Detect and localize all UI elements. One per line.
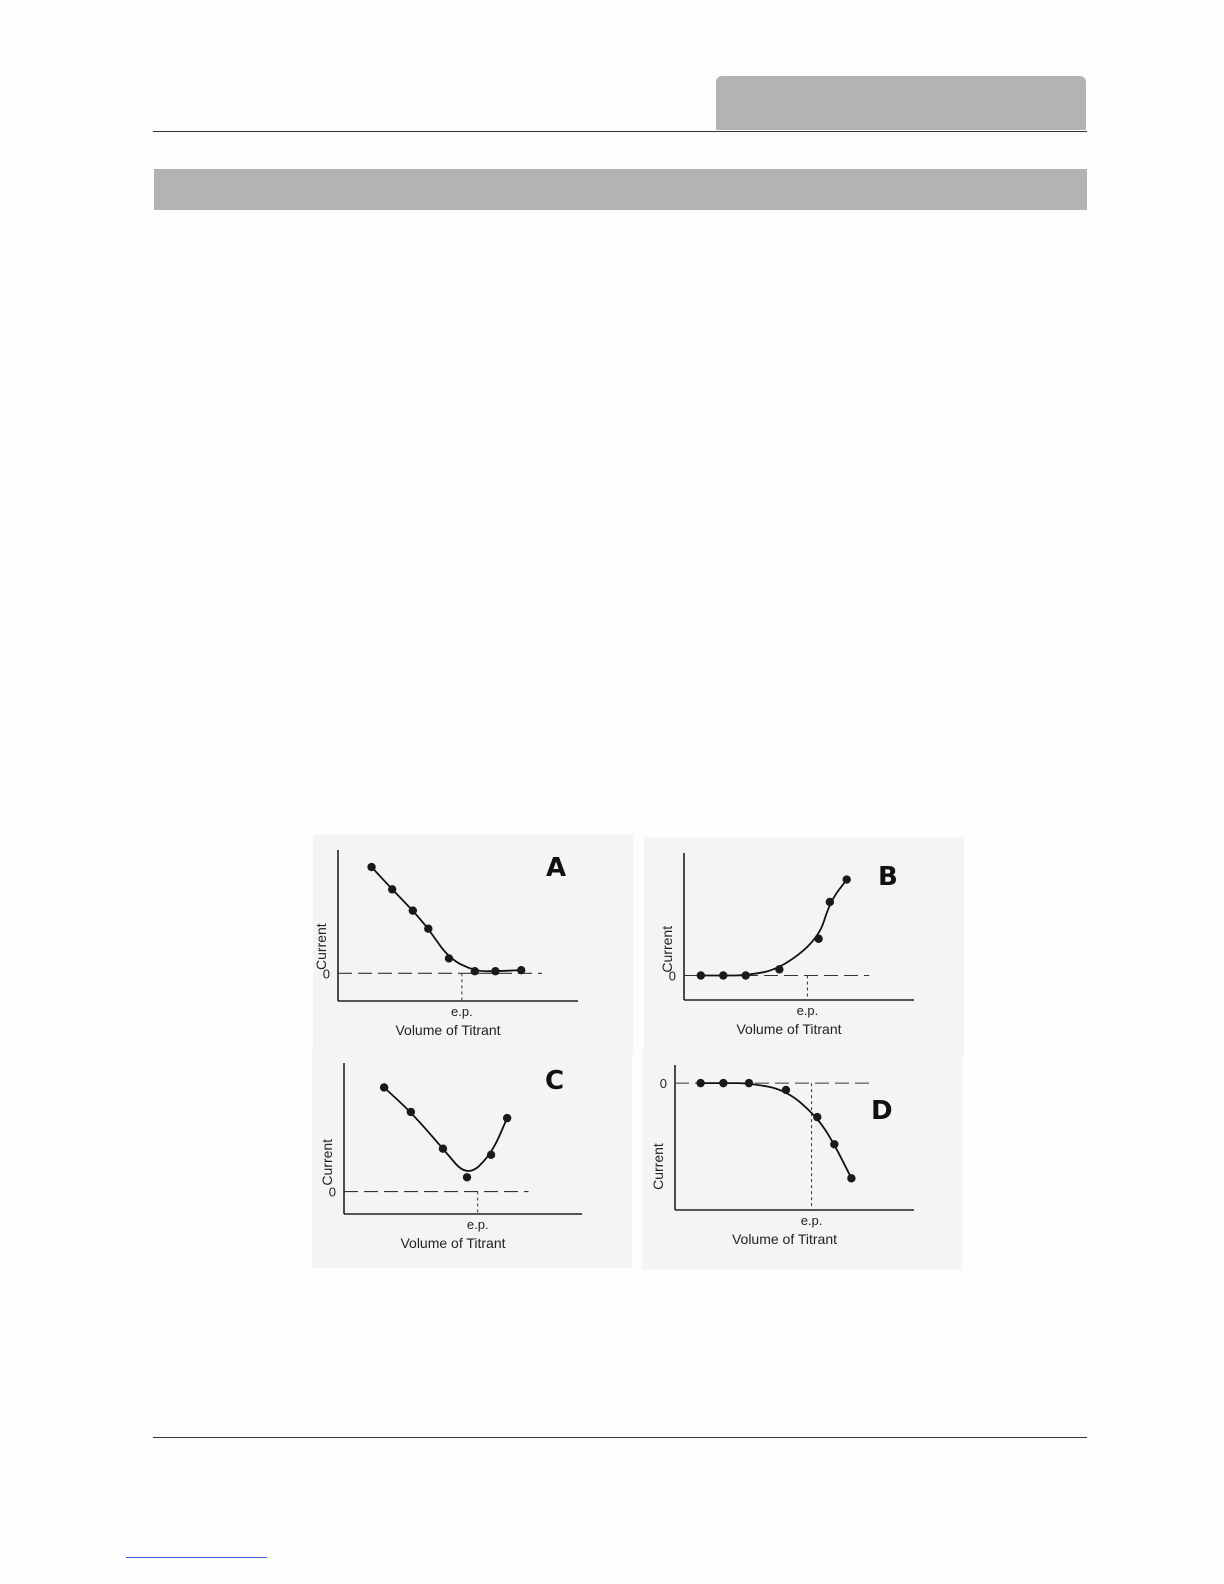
y-axis-label-d: Current (650, 1143, 666, 1190)
data-point-d-6 (830, 1140, 838, 1148)
zero-label-d: 0 (659, 1076, 667, 1092)
footer-link-underline[interactable] (126, 1557, 267, 1558)
zero-label-b: 0 (668, 968, 676, 984)
chart-b-svg (644, 838, 964, 1058)
data-point-b-6 (826, 898, 834, 906)
data-point-b-4 (775, 965, 783, 973)
chart-panel-c (312, 1048, 632, 1268)
curve-b (701, 880, 847, 976)
zero-label-a: 0 (322, 966, 330, 982)
data-point-b-3 (742, 971, 750, 979)
data-point-d-2 (719, 1079, 727, 1087)
chart-a-svg (313, 835, 633, 1055)
section-title-bar (154, 169, 1087, 210)
data-point-d-5 (813, 1113, 821, 1121)
chart-panel-b (644, 838, 964, 1058)
footer-rule (153, 1437, 1087, 1438)
data-point-a-7 (491, 967, 499, 975)
chart-d-svg (642, 1050, 962, 1270)
data-point-a-2 (388, 885, 396, 893)
data-point-a-8 (517, 966, 525, 974)
data-point-b-5 (814, 935, 822, 943)
data-point-c-3 (439, 1145, 447, 1153)
data-point-a-5 (445, 954, 453, 962)
data-point-c-1 (380, 1083, 388, 1091)
data-point-d-3 (745, 1079, 753, 1087)
y-axis-label-b: Current (659, 925, 675, 973)
data-point-d-4 (782, 1086, 790, 1094)
panel-label-c: C (545, 1066, 565, 1096)
header-tab (716, 76, 1086, 130)
ep-label-a: e.p. (451, 1004, 473, 1019)
panel-label-a: A (546, 853, 567, 883)
x-axis-label-c: Volume of Titrant (400, 1235, 506, 1251)
chart-panel-a (313, 835, 633, 1055)
x-axis-label-d: Volume of Titrant (731, 1231, 838, 1247)
ep-label-d: e.p. (800, 1213, 823, 1228)
data-point-a-3 (409, 906, 417, 914)
data-point-c-5 (487, 1151, 495, 1159)
panel-label-d: D (871, 1096, 893, 1126)
x-axis-label-b: Volume of Titrant (736, 1021, 842, 1037)
data-point-b-7 (842, 875, 850, 883)
y-axis-label-a: Current (313, 923, 329, 971)
x-axis-label-a: Volume of Titrant (395, 1022, 501, 1038)
data-point-d-1 (696, 1079, 704, 1087)
chart-panel-d (642, 1050, 962, 1270)
ep-label-c: e.p. (466, 1217, 489, 1232)
zero-label-c: 0 (328, 1184, 336, 1200)
data-point-c-4 (463, 1173, 471, 1181)
data-point-a-6 (471, 967, 479, 975)
panel-label-b: B (878, 862, 898, 892)
curve-d (701, 1083, 852, 1178)
curve-c (384, 1087, 507, 1170)
data-point-a-4 (424, 924, 432, 932)
data-point-d-7 (847, 1174, 855, 1182)
chart-c-svg (312, 1048, 632, 1268)
ep-label-b: e.p. (796, 1003, 819, 1018)
data-point-c-6 (503, 1114, 511, 1122)
data-point-c-2 (407, 1108, 415, 1116)
data-point-a-1 (367, 863, 375, 871)
data-point-b-2 (719, 971, 727, 979)
data-point-b-1 (697, 971, 705, 979)
header-rule (153, 131, 1087, 132)
y-axis-label-c: Current (319, 1138, 335, 1186)
